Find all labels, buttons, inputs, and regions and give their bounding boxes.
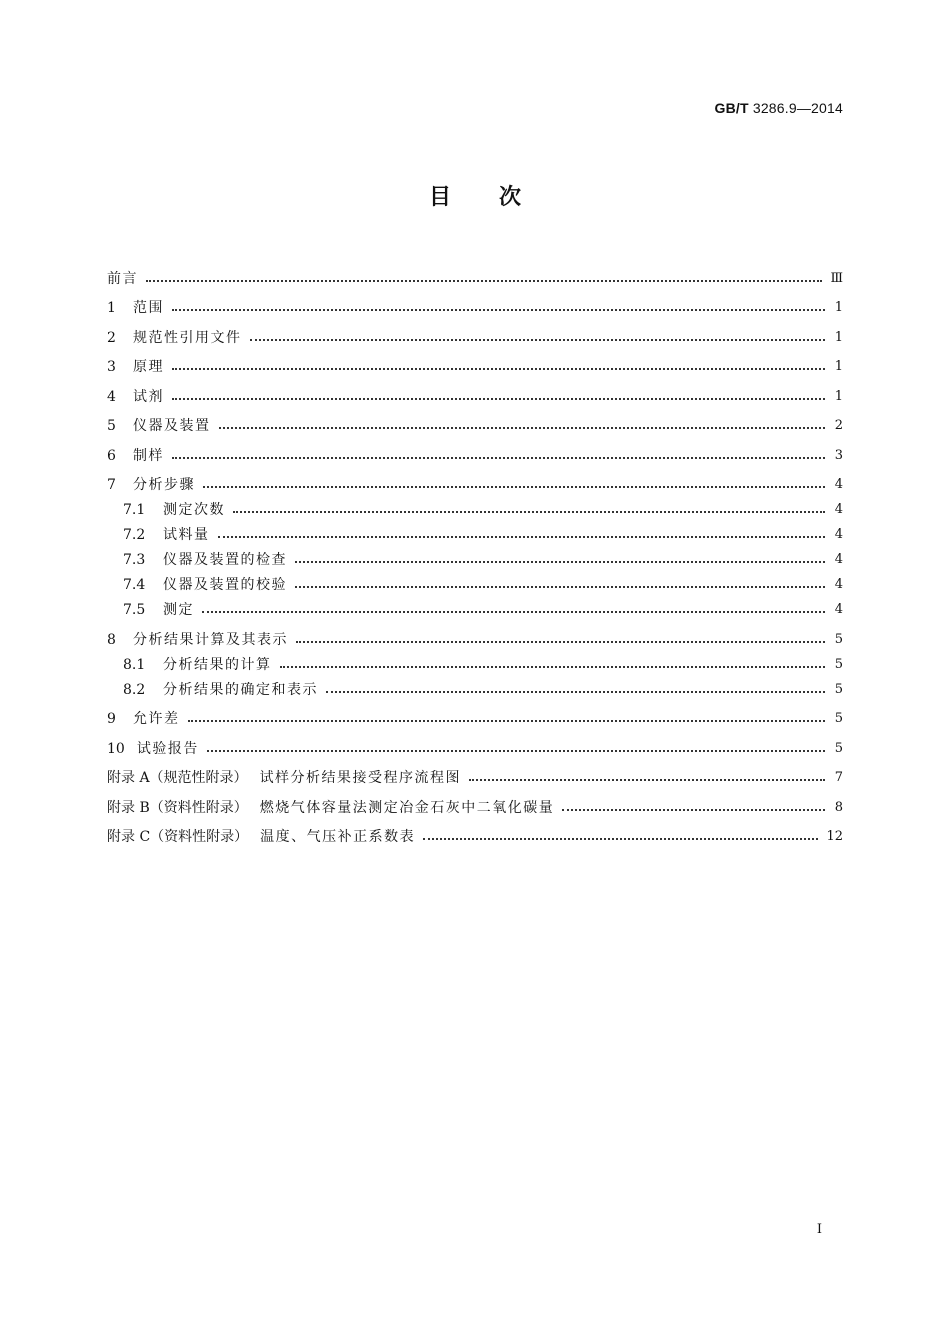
toc-entry-number: 7.1: [123, 502, 146, 518]
toc-entry-number: 附录 A（规范性附录）: [107, 770, 248, 786]
toc-leader-dots: [172, 368, 825, 370]
toc-entry-label: 仪器及装置的检查: [163, 552, 287, 568]
toc-leader-dots: [423, 838, 818, 840]
toc-entry[interactable]: [107, 258, 843, 288]
toc-entry-label: 规范性引用文件: [133, 329, 242, 346]
toc-leader-dots: [280, 666, 826, 668]
toc-entry[interactable]: [107, 494, 843, 519]
toc-entry-label: 分析结果计算及其表示: [133, 631, 288, 648]
toc-entry-page: 5: [834, 656, 843, 672]
page-folio: I: [816, 1222, 822, 1237]
toc-leader-dots: [296, 641, 825, 643]
standard-number: 3286.9—2014: [752, 100, 843, 116]
toc-entry-page: 1: [834, 388, 843, 404]
page-title: 目次: [428, 185, 569, 210]
toc-entry[interactable]: [107, 649, 843, 674]
toc-entry-number: 附录 B（资料性附录）: [107, 799, 248, 816]
toc-entry[interactable]: [107, 376, 843, 406]
toc-entry[interactable]: [107, 406, 843, 436]
toc-entry-number: 7.3: [123, 552, 146, 568]
toc-entry-number: 1: [107, 300, 116, 316]
toc-entry-number: 7.5: [123, 602, 146, 618]
toc-entry-page: 7: [834, 770, 843, 785]
toc-leader-dots: [172, 398, 825, 400]
toc-entry-label: 仪器及装置的校验: [163, 577, 287, 593]
toc-leader-dots: [188, 720, 826, 722]
toc-entry-number: 4: [107, 388, 116, 405]
toc-entry-number: 7.2: [123, 527, 146, 543]
toc-entry-number: 10: [107, 740, 125, 757]
toc-entry-number: 6: [107, 447, 116, 464]
toc-entry-page: 4: [834, 577, 843, 592]
toc-entry-page: 3: [834, 447, 843, 463]
toc-entry-page: 5: [834, 681, 843, 697]
toc-entry[interactable]: [107, 674, 843, 699]
toc-entry-label: 范围: [133, 300, 164, 316]
toc-leader-dots: [233, 511, 825, 513]
toc-entry-label: 允许差: [133, 711, 180, 727]
toc-entry-label: 仪器及装置: [133, 418, 211, 434]
toc-entry-number: 9: [107, 711, 116, 727]
toc-entry[interactable]: [107, 569, 843, 594]
toc-leader-dots: [562, 809, 825, 811]
toc-entry-number: 8: [107, 631, 116, 648]
toc-entry-page: 1: [834, 300, 843, 315]
toc-entry-page: 1: [834, 329, 843, 345]
toc-entry[interactable]: [107, 288, 843, 318]
toc-leader-dots: [203, 486, 825, 488]
toc-leader-dots: [207, 750, 825, 752]
toc-entry[interactable]: [107, 317, 843, 347]
toc-leader-dots: [202, 611, 825, 613]
toc-entry[interactable]: [107, 594, 843, 619]
toc-entry[interactable]: [107, 347, 843, 377]
toc-leader-dots: [469, 779, 825, 781]
toc-leader-dots: [172, 309, 825, 311]
toc-entry[interactable]: [107, 544, 843, 569]
toc-entry-number: 2: [107, 329, 116, 346]
toc-entry-page: 2: [834, 418, 843, 433]
toc-leader-dots: [172, 457, 825, 459]
toc-entry-page: 5: [834, 631, 843, 647]
toc-entry-label: 制样: [133, 447, 164, 464]
toc-entry-page: 8: [834, 799, 843, 815]
toc-entry-label: 原理: [133, 359, 164, 375]
toc-entry[interactable]: [107, 728, 843, 758]
toc-entry-page: 12: [826, 829, 843, 844]
toc-entry-label: 分析结果的计算: [163, 656, 272, 673]
toc-entry-label: 分析结果的确定和表示: [163, 681, 318, 698]
toc-entry-page: Ⅲ: [830, 270, 843, 286]
toc-entry-number: 7: [107, 477, 116, 493]
toc-entry-label: 前言: [107, 270, 138, 287]
toc-entry-number: 7.4: [123, 577, 146, 593]
toc-leader-dots: [295, 586, 825, 588]
toc-leader-dots: [295, 561, 825, 563]
toc-entry[interactable]: [107, 465, 843, 495]
toc-entry-page: 5: [834, 740, 843, 756]
toc-entry-label: 温度、气压补正系数表: [260, 829, 416, 845]
toc-leader-dots: [219, 427, 826, 429]
toc-entry[interactable]: [107, 435, 843, 465]
toc-entry-page: 4: [834, 502, 843, 517]
toc-entry-number: 5: [107, 418, 116, 434]
toc-entry-label: 试验报告: [136, 740, 199, 757]
toc-entry[interactable]: [107, 787, 843, 817]
toc-entry-label: 试样分析结果接受程序流程图: [259, 770, 462, 786]
toc-entry-page: 4: [834, 552, 843, 567]
toc-entry-number: 3: [107, 359, 116, 375]
toc-entry-page: 4: [834, 602, 843, 617]
toc-entry-label: 分析步骤: [133, 477, 195, 493]
toc-entry-number: 8.1: [123, 656, 146, 673]
toc-leader-dots: [218, 536, 826, 538]
table-of-contents: [107, 258, 843, 846]
toc-entry[interactable]: [107, 699, 843, 729]
toc-leader-dots: [250, 339, 826, 341]
standard-code: [714, 100, 843, 116]
toc-entry-label: 测定: [163, 602, 194, 618]
standard-prefix: GB/T: [714, 100, 749, 116]
toc-entry-page: 4: [834, 477, 843, 492]
toc-leader-dots: [326, 691, 825, 693]
toc-entry-label: 试料量: [163, 527, 210, 543]
toc-leader-dots: [146, 280, 822, 282]
toc-entry-page: 1: [834, 359, 843, 374]
toc-entry-number: 8.2: [123, 681, 146, 698]
toc-entry-number: 附录 C（资料性附录）: [107, 829, 249, 845]
toc-entry-label: 燃烧气体容量法测定冶金石灰中二氧化碳量: [259, 799, 555, 816]
toc-entry-page: 4: [834, 527, 843, 542]
toc-entry-label: 测定次数: [163, 502, 225, 518]
toc-entry[interactable]: [107, 758, 843, 788]
toc-entry-label: 试剂: [133, 388, 164, 405]
toc-entry-page: 5: [834, 711, 843, 726]
toc-entry[interactable]: [107, 519, 843, 544]
toc-entry[interactable]: [107, 619, 843, 649]
toc-entry[interactable]: [107, 817, 843, 847]
